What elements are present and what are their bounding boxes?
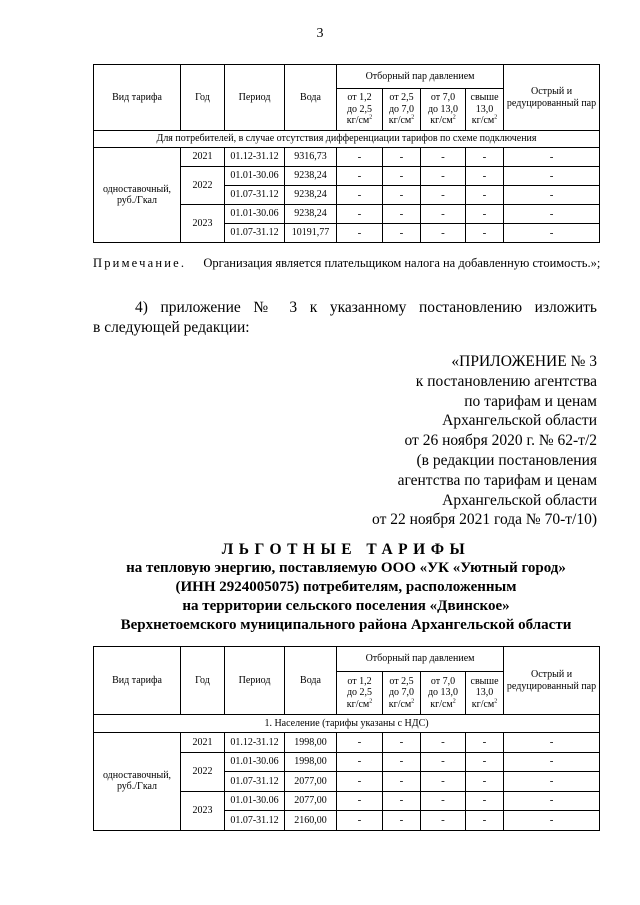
unit-exponent: 2 [494, 114, 498, 121]
pressure-to: до 2,5 [346, 103, 373, 115]
header-water: Вода [285, 647, 337, 715]
header-year: Год [181, 65, 225, 131]
heading-line: (ИНН 2924005075) потребителям, расположенным [175, 579, 517, 595]
empty-value-cell: - [421, 733, 466, 753]
pressure-to: до 13,0 [427, 687, 459, 699]
header-steam: Отборный пар давлением [337, 65, 504, 89]
empty-value-cell: - [383, 167, 421, 186]
empty-value-cell: - [421, 224, 466, 243]
pressure-from: от 2,5 [389, 675, 414, 687]
tariff-table [93, 646, 600, 831]
period-cell: 01.12-31.12 [225, 148, 285, 167]
empty-value-cell: - [466, 772, 504, 792]
pressure-from: от 1,2 [347, 675, 372, 687]
water-tariff-cell: 2077,00 [285, 772, 337, 792]
pressure-unit [423, 699, 463, 711]
heading-line: на территории сельского поселения «Двинское» [182, 598, 510, 614]
pressure-from: свыше [470, 675, 499, 687]
empty-value-cell: - [383, 186, 421, 205]
empty-value-cell: - [466, 811, 504, 831]
tariff-table [93, 64, 600, 243]
empty-value-cell: - [504, 752, 600, 772]
header-sharp-steam: Острый и редуцированный пар [504, 65, 600, 131]
header-tariff-type: Вид тарифа [94, 65, 181, 131]
header-year: Год [181, 647, 225, 715]
period-cell: 01.01-30.06 [225, 205, 285, 224]
empty-value-cell: - [466, 167, 504, 186]
header-period: Период [225, 647, 285, 715]
water-tariff-cell: 9238,24 [285, 186, 337, 205]
unit-exponent: 2 [411, 698, 415, 705]
unit-text: кг/см [471, 115, 495, 127]
period-cell: 01.01-30.06 [225, 752, 285, 772]
empty-value-cell: - [383, 752, 421, 772]
empty-value-cell: - [504, 811, 600, 831]
header-row [94, 647, 600, 672]
empty-value-cell: - [337, 811, 383, 831]
pressure-unit [385, 115, 418, 127]
empty-value-cell: - [466, 186, 504, 205]
year-cell: 2021 [181, 733, 225, 753]
empty-value-cell: - [383, 733, 421, 753]
pressure-unit [468, 699, 501, 711]
unit-exponent: 2 [452, 114, 456, 121]
empty-value-cell: - [337, 772, 383, 792]
table-row [94, 148, 600, 167]
year-cell: 2023 [181, 205, 225, 243]
empty-value-cell: - [466, 791, 504, 811]
empty-value-cell: - [383, 224, 421, 243]
empty-value-cell: - [337, 752, 383, 772]
pressure-from: от 7,0 [430, 92, 456, 104]
header-pressure-range [466, 672, 504, 715]
unit-text: кг/см [471, 698, 495, 710]
unit-exponent: 2 [369, 114, 373, 121]
empty-value-cell: - [337, 167, 383, 186]
empty-value-cell: - [337, 791, 383, 811]
period-cell: 01.07-31.12 [225, 811, 285, 831]
note-label: Примечание. [93, 256, 187, 270]
document-heading [93, 540, 599, 635]
unit-text: кг/см [388, 698, 412, 710]
water-tariff-cell: 1998,00 [285, 752, 337, 772]
period-cell: 01.07-31.12 [225, 186, 285, 205]
year-cell: 2021 [181, 148, 225, 167]
year-cell: 2022 [181, 167, 225, 205]
header-water: Вода [285, 65, 337, 131]
empty-value-cell: - [383, 205, 421, 224]
empty-value-cell: - [337, 205, 383, 224]
note-text: Организация является плательщиком налога на добавленную стоимость.»; [203, 256, 601, 270]
pressure-to: до 7,0 [388, 103, 415, 115]
appendix-header [320, 352, 597, 530]
pressure-unit [339, 115, 380, 127]
empty-value-cell: - [383, 772, 421, 792]
pressure-from: от 1,2 [347, 92, 372, 104]
empty-value-cell: - [466, 205, 504, 224]
empty-value-cell: - [466, 752, 504, 772]
empty-value-cell: - [421, 752, 466, 772]
paragraph-line-1: 4) приложение № 3 к указанному постановлению изложить [135, 299, 597, 316]
pressure-unit [468, 115, 501, 127]
heading-line: на тепловую энергию, поставляемую ООО «УК «Уютный город» [126, 560, 566, 576]
tariff-type-cell: одноставочный, руб./Гкал [94, 733, 181, 831]
heading-line: Верхнетоемского муниципального района Архангельской области [120, 617, 572, 633]
section-title: Для потребителей, в случае отсутствия дифференциации тарифов по схеме подключения [94, 131, 600, 148]
section-row [94, 131, 600, 148]
unit-exponent: 2 [411, 114, 415, 121]
year-cell: 2022 [181, 752, 225, 791]
water-tariff-cell: 2160,00 [285, 811, 337, 831]
empty-value-cell: - [504, 772, 600, 792]
appendix-line: от 22 ноября 2021 года № 70-т/10) [372, 511, 597, 529]
header-steam: Отборный пар давлением [337, 647, 504, 672]
tariff-type-cell: одноставочный, руб./Гкал [94, 148, 181, 243]
appendix-line: (в редакции постановления [416, 451, 597, 469]
header-pressure-range [337, 89, 383, 131]
empty-value-cell: - [466, 148, 504, 167]
period-cell: 01.01-30.06 [225, 167, 285, 186]
empty-value-cell: - [504, 205, 600, 224]
pressure-to: 13,0 [475, 103, 494, 115]
empty-value-cell: - [466, 224, 504, 243]
empty-value-cell: - [337, 224, 383, 243]
period-cell: 01.07-31.12 [225, 224, 285, 243]
note [93, 256, 600, 271]
pressure-from: свыше [470, 92, 499, 104]
paragraph-line-2: в следующей редакции: [93, 319, 250, 336]
unit-text: кг/см [346, 115, 370, 127]
appendix-line: по тарифам и ценам [464, 392, 597, 410]
section-row [94, 715, 600, 733]
water-tariff-cell: 2077,00 [285, 791, 337, 811]
period-cell: 01.01-30.06 [225, 791, 285, 811]
pressure-to: 13,0 [475, 687, 494, 699]
empty-value-cell: - [383, 148, 421, 167]
empty-value-cell: - [337, 186, 383, 205]
empty-value-cell: - [504, 167, 600, 186]
header-pressure-range [383, 672, 421, 715]
water-tariff-cell: 9316,73 [285, 148, 337, 167]
appendix-line: агентства по тарифам и ценам [397, 471, 597, 489]
empty-value-cell: - [421, 791, 466, 811]
unit-exponent: 2 [369, 698, 373, 705]
header-tariff-type: Вид тарифа [94, 647, 181, 715]
empty-value-cell: - [421, 167, 466, 186]
water-tariff-cell: 9238,24 [285, 167, 337, 186]
pressure-from: от 7,0 [430, 675, 456, 687]
pressure-to: до 2,5 [346, 687, 373, 699]
amendment-paragraph [93, 298, 597, 338]
pressure-unit [339, 699, 380, 711]
empty-value-cell: - [421, 811, 466, 831]
heading-title: ЛЬГОТНЫЕ ТАРИФЫ [221, 541, 471, 558]
empty-value-cell: - [337, 733, 383, 753]
header-row [94, 65, 600, 89]
pressure-to: до 13,0 [427, 103, 459, 115]
header-period: Период [225, 65, 285, 131]
year-cell: 2023 [181, 791, 225, 830]
empty-value-cell: - [504, 224, 600, 243]
unit-exponent: 2 [494, 698, 498, 705]
unit-exponent: 2 [452, 698, 456, 705]
empty-value-cell: - [421, 186, 466, 205]
section-title: 1. Население (тарифы указаны с НДС) [94, 715, 600, 733]
period-cell: 01.12-31.12 [225, 733, 285, 753]
water-tariff-cell: 10191,77 [285, 224, 337, 243]
header-pressure-range [466, 89, 504, 131]
header-pressure-range [337, 672, 383, 715]
header-pressure-range [383, 89, 421, 131]
pressure-unit [423, 115, 463, 127]
pressure-from: от 2,5 [389, 92, 414, 104]
empty-value-cell: - [504, 733, 600, 753]
water-tariff-cell: 1998,00 [285, 733, 337, 753]
header-pressure-range [421, 672, 466, 715]
empty-value-cell: - [421, 148, 466, 167]
empty-value-cell: - [504, 148, 600, 167]
pressure-unit [385, 699, 418, 711]
empty-value-cell: - [421, 205, 466, 224]
unit-text: кг/см [346, 698, 370, 710]
empty-value-cell: - [337, 148, 383, 167]
empty-value-cell: - [466, 733, 504, 753]
unit-text: кг/см [430, 115, 453, 127]
appendix-line: «ПРИЛОЖЕНИЕ № 3 [451, 353, 597, 370]
unit-text: кг/см [430, 698, 453, 710]
page-number: 3 [316, 26, 324, 41]
header-sharp-steam: Острый и редуцированный пар [504, 647, 600, 715]
empty-value-cell: - [383, 811, 421, 831]
appendix-line: Архангельской области [442, 491, 597, 509]
pressure-to: до 7,0 [388, 687, 415, 699]
period-cell: 01.07-31.12 [225, 772, 285, 792]
appendix-line: от 26 ноября 2020 г. № 62-т/2 [404, 432, 597, 450]
appendix-line: к постановлению агентства [415, 372, 597, 390]
table-row [94, 733, 600, 753]
empty-value-cell: - [383, 791, 421, 811]
empty-value-cell: - [421, 772, 466, 792]
water-tariff-cell: 9238,24 [285, 205, 337, 224]
unit-text: кг/см [388, 115, 412, 127]
appendix-line: Архангельской области [442, 412, 597, 430]
header-pressure-range [421, 89, 466, 131]
empty-value-cell: - [504, 186, 600, 205]
empty-value-cell: - [504, 791, 600, 811]
